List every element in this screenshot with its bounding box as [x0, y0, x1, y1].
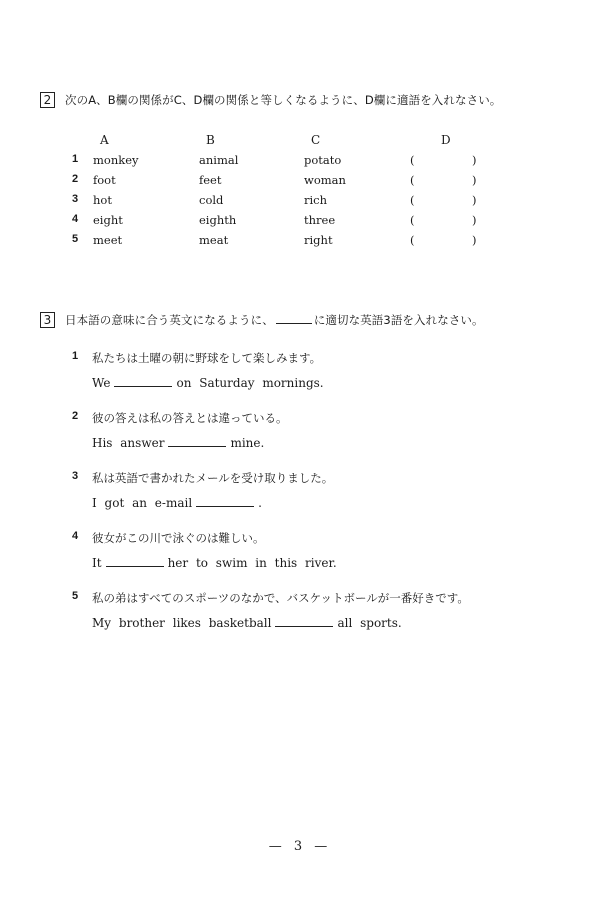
- instruction-blank: [276, 313, 312, 324]
- table-row: [0, 193, 600, 211]
- english-sentence: [92, 554, 337, 570]
- answer-blank[interactable]: [275, 614, 333, 627]
- cell-c: right: [304, 233, 333, 247]
- cell-a: foot: [93, 173, 116, 187]
- english-sentence: [92, 614, 402, 630]
- answer-paren-open: (: [410, 153, 415, 167]
- cell-c: potato: [304, 153, 342, 167]
- english-after: all sports.: [337, 616, 402, 630]
- english-before: We: [92, 376, 111, 390]
- item-number: 1: [72, 350, 79, 362]
- cell-b: meat: [199, 233, 229, 247]
- answer-paren-close: ): [472, 173, 477, 187]
- row-number: 5: [72, 233, 79, 245]
- answer-paren-close: ): [472, 213, 477, 227]
- english-sentence: [92, 374, 324, 390]
- answer-blank[interactable]: [106, 554, 164, 567]
- answer-paren-open: (: [410, 173, 415, 187]
- japanese-sentence: 彼女がこの川で泳ぐのは難しい。: [92, 531, 265, 545]
- english-sentence: [92, 434, 264, 450]
- answer-blank[interactable]: [168, 434, 226, 447]
- english-sentence: [92, 494, 262, 510]
- answer-blank[interactable]: [196, 494, 254, 507]
- cell-c: rich: [304, 193, 328, 207]
- instruction-text-before: 日本語の意味に合う英文になるように、: [65, 313, 274, 327]
- question-instruction: 次のA、B欄の関係がC、D欄の関係と等しくなるように、D欄に適語を入れなさい。: [65, 93, 502, 107]
- answer-paren-close: ): [472, 153, 477, 167]
- cell-b: animal: [199, 153, 239, 167]
- english-before: I got an e-mail: [92, 496, 193, 510]
- column-header-d: D: [441, 133, 451, 147]
- answer-blank[interactable]: [114, 374, 172, 387]
- cell-a: eight: [93, 213, 123, 227]
- cell-a: monkey: [93, 153, 139, 167]
- cell-c: woman: [304, 173, 346, 187]
- japanese-sentence: 私の弟はすべてのスポーツのなかで、バスケットボールが一番好きです。: [92, 591, 469, 605]
- cell-b: cold: [199, 193, 224, 207]
- row-number: 3: [72, 193, 79, 205]
- cell-b: eighth: [199, 213, 237, 227]
- cell-a: hot: [93, 193, 112, 207]
- question-3-header: [40, 312, 484, 328]
- row-number: 4: [72, 213, 79, 225]
- row-number: 1: [72, 153, 79, 165]
- answer-paren-open: (: [410, 193, 415, 207]
- item-number: 3: [72, 470, 79, 482]
- answer-paren-close: ): [472, 193, 477, 207]
- item-number: 2: [72, 410, 79, 422]
- english-after: .: [258, 496, 262, 510]
- question-number-box: 3: [40, 312, 55, 328]
- table-row: [0, 233, 600, 251]
- english-before: His answer: [92, 436, 165, 450]
- answer-paren-open: (: [410, 213, 415, 227]
- question-instruction: [65, 312, 484, 328]
- cell-b: feet: [199, 173, 222, 187]
- cell-a: meet: [93, 233, 123, 247]
- cell-c: three: [304, 213, 336, 227]
- table-row: [0, 213, 600, 231]
- instruction-text-after: に適切な英語3語を入れなさい。: [313, 313, 484, 327]
- japanese-sentence: 私たちは土曜の朝に野球をして楽しみます。: [92, 351, 322, 365]
- item-number: 5: [72, 590, 79, 602]
- column-header-b: B: [206, 133, 215, 147]
- english-after: her to swim in this river.: [167, 556, 337, 570]
- question-2-header: [40, 92, 501, 108]
- english-before: My brother likes basketball: [92, 616, 272, 630]
- answer-paren-open: (: [410, 233, 415, 247]
- question-number-box: 2: [40, 92, 55, 108]
- english-before: It: [92, 556, 102, 570]
- answer-paren-close: ): [472, 233, 477, 247]
- japanese-sentence: 私は英語で書かれたメールを受け取りました。: [92, 471, 334, 485]
- page-number: — 3 —: [268, 839, 332, 854]
- column-header-c: C: [311, 133, 321, 147]
- english-after: on Saturday mornings.: [176, 376, 324, 390]
- table-row: [0, 173, 600, 191]
- japanese-sentence: 彼の答えは私の答えとは違っている。: [92, 411, 288, 425]
- row-number: 2: [72, 173, 79, 185]
- column-header-a: A: [100, 133, 109, 147]
- table-row: [0, 153, 600, 171]
- item-number: 4: [72, 530, 79, 542]
- english-after: mine.: [230, 436, 265, 450]
